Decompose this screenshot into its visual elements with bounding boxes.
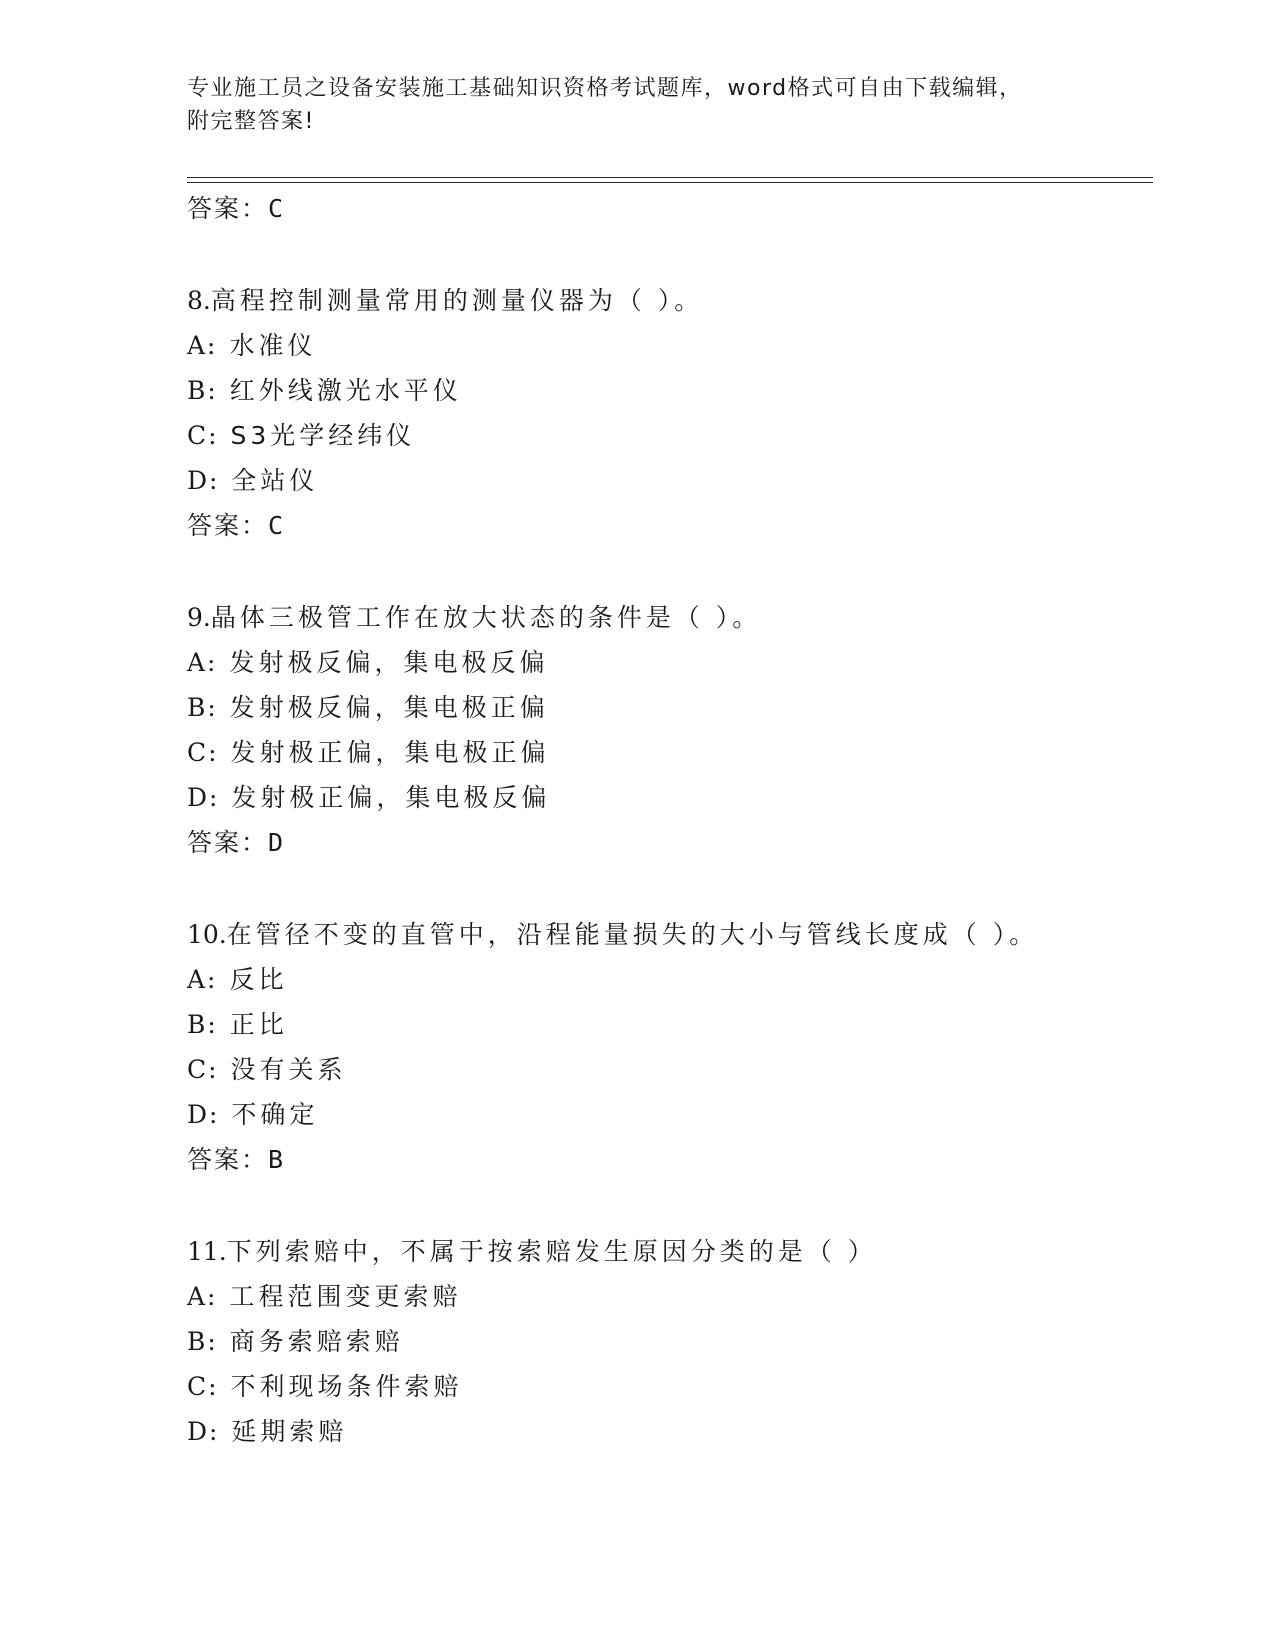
option-label: A:: [187, 1282, 218, 1311]
option-c: [187, 413, 1153, 458]
option-text: 发射极正偏，集电极正偏: [230, 738, 550, 767]
option-text: 发射极反偏，集电极正偏: [229, 693, 549, 722]
option-text: S3光学经纬仪: [230, 421, 416, 450]
answer-value: D: [268, 828, 286, 857]
option-text: 发射极反偏，集电极反偏: [229, 648, 549, 677]
question-item: [187, 1229, 1153, 1454]
option-label: C:: [187, 1372, 219, 1401]
question-number: 9.: [187, 603, 211, 632]
question-answer: [187, 820, 1153, 865]
header-divider-top: [187, 177, 1153, 178]
header-line-1: 专业施工员之设备安装施工基础知识资格考试题库，word格式可自由下载编辑，: [187, 76, 1023, 101]
option-label: C:: [187, 421, 219, 450]
question-stem: [187, 278, 1153, 323]
answer-value: B: [268, 1145, 286, 1174]
question-stem: [187, 595, 1153, 640]
question-answer: [187, 503, 1153, 548]
header-divider-bottom: [187, 182, 1153, 183]
spacer: [187, 548, 1153, 595]
option-label: B:: [187, 1010, 218, 1039]
answer-label: 答案：: [187, 828, 269, 857]
option-label: A:: [187, 648, 218, 677]
question-text: 在管径不变的直管中，沿程能量损失的大小与管线长度成（ ）。: [226, 920, 1039, 949]
option-label: D:: [187, 1417, 220, 1446]
answer-value: C: [268, 194, 286, 223]
option-label: D:: [187, 466, 220, 495]
header-line-2: 附完整答案!: [187, 109, 315, 134]
option-label: D:: [187, 1100, 220, 1129]
option-b: [187, 685, 1153, 730]
question-item: [187, 278, 1153, 548]
option-a: [187, 323, 1153, 368]
option-label: B:: [187, 693, 218, 722]
question-item: [187, 595, 1153, 865]
option-c: [187, 730, 1153, 775]
answer-label: 答案：: [187, 511, 269, 540]
option-text: 不确定: [231, 1100, 319, 1129]
option-c: [187, 1047, 1153, 1092]
question-answer: [187, 1137, 1153, 1182]
question-number: 10.: [187, 920, 227, 949]
option-text: 发射极正偏，集电极反偏: [231, 783, 551, 812]
question-stem: [187, 912, 1153, 957]
option-label: C:: [187, 1055, 219, 1084]
option-text: 反比: [229, 965, 288, 994]
option-text: 红外线激光水平仪: [229, 376, 462, 405]
option-b: [187, 1002, 1153, 1047]
option-text: 工程范围变更索赔: [229, 1282, 462, 1311]
question-stem: [187, 1229, 1153, 1274]
spacer: [187, 231, 1153, 278]
answer-label: 答案：: [187, 1145, 269, 1174]
option-label: B:: [187, 1327, 218, 1356]
option-label: A:: [187, 331, 218, 360]
option-text: 全站仪: [231, 466, 319, 495]
option-d: [187, 458, 1153, 503]
answer-value: C: [268, 511, 286, 540]
option-a: [187, 640, 1153, 685]
option-d: [187, 1092, 1153, 1137]
option-d: [187, 775, 1153, 820]
question-number: 11.: [187, 1237, 227, 1266]
answer-label: 答案：: [187, 194, 269, 223]
option-text: 没有关系: [230, 1055, 347, 1084]
question-item: [187, 912, 1153, 1182]
question-text: 高程控制测量常用的测量仪器为（ ）。: [210, 286, 704, 315]
spacer: [187, 865, 1153, 912]
option-label: C:: [187, 738, 219, 767]
page-header: [187, 72, 1087, 138]
option-label: D:: [187, 783, 220, 812]
option-d: [187, 1409, 1153, 1454]
question-text: 晶体三极管工作在放大状态的条件是（ ）。: [210, 603, 762, 632]
option-label: B:: [187, 376, 218, 405]
option-a: [187, 957, 1153, 1002]
question-text: 下列索赔中，不属于按索赔发生原因分类的是（ ）: [226, 1237, 877, 1266]
previous-answer: [187, 186, 1153, 231]
option-b: [187, 1319, 1153, 1364]
option-b: [187, 368, 1153, 413]
option-label: A:: [187, 965, 218, 994]
option-a: [187, 1274, 1153, 1319]
option-text: 正比: [229, 1010, 288, 1039]
option-text: 延期索赔: [231, 1417, 348, 1446]
option-c: [187, 1364, 1153, 1409]
question-number: 8.: [187, 286, 211, 315]
option-text: 商务索赔索赔: [229, 1327, 404, 1356]
spacer: [187, 1182, 1153, 1229]
question-list: [187, 186, 1153, 1454]
option-text: 不利现场条件索赔: [230, 1372, 463, 1401]
option-text: 水准仪: [229, 331, 317, 360]
